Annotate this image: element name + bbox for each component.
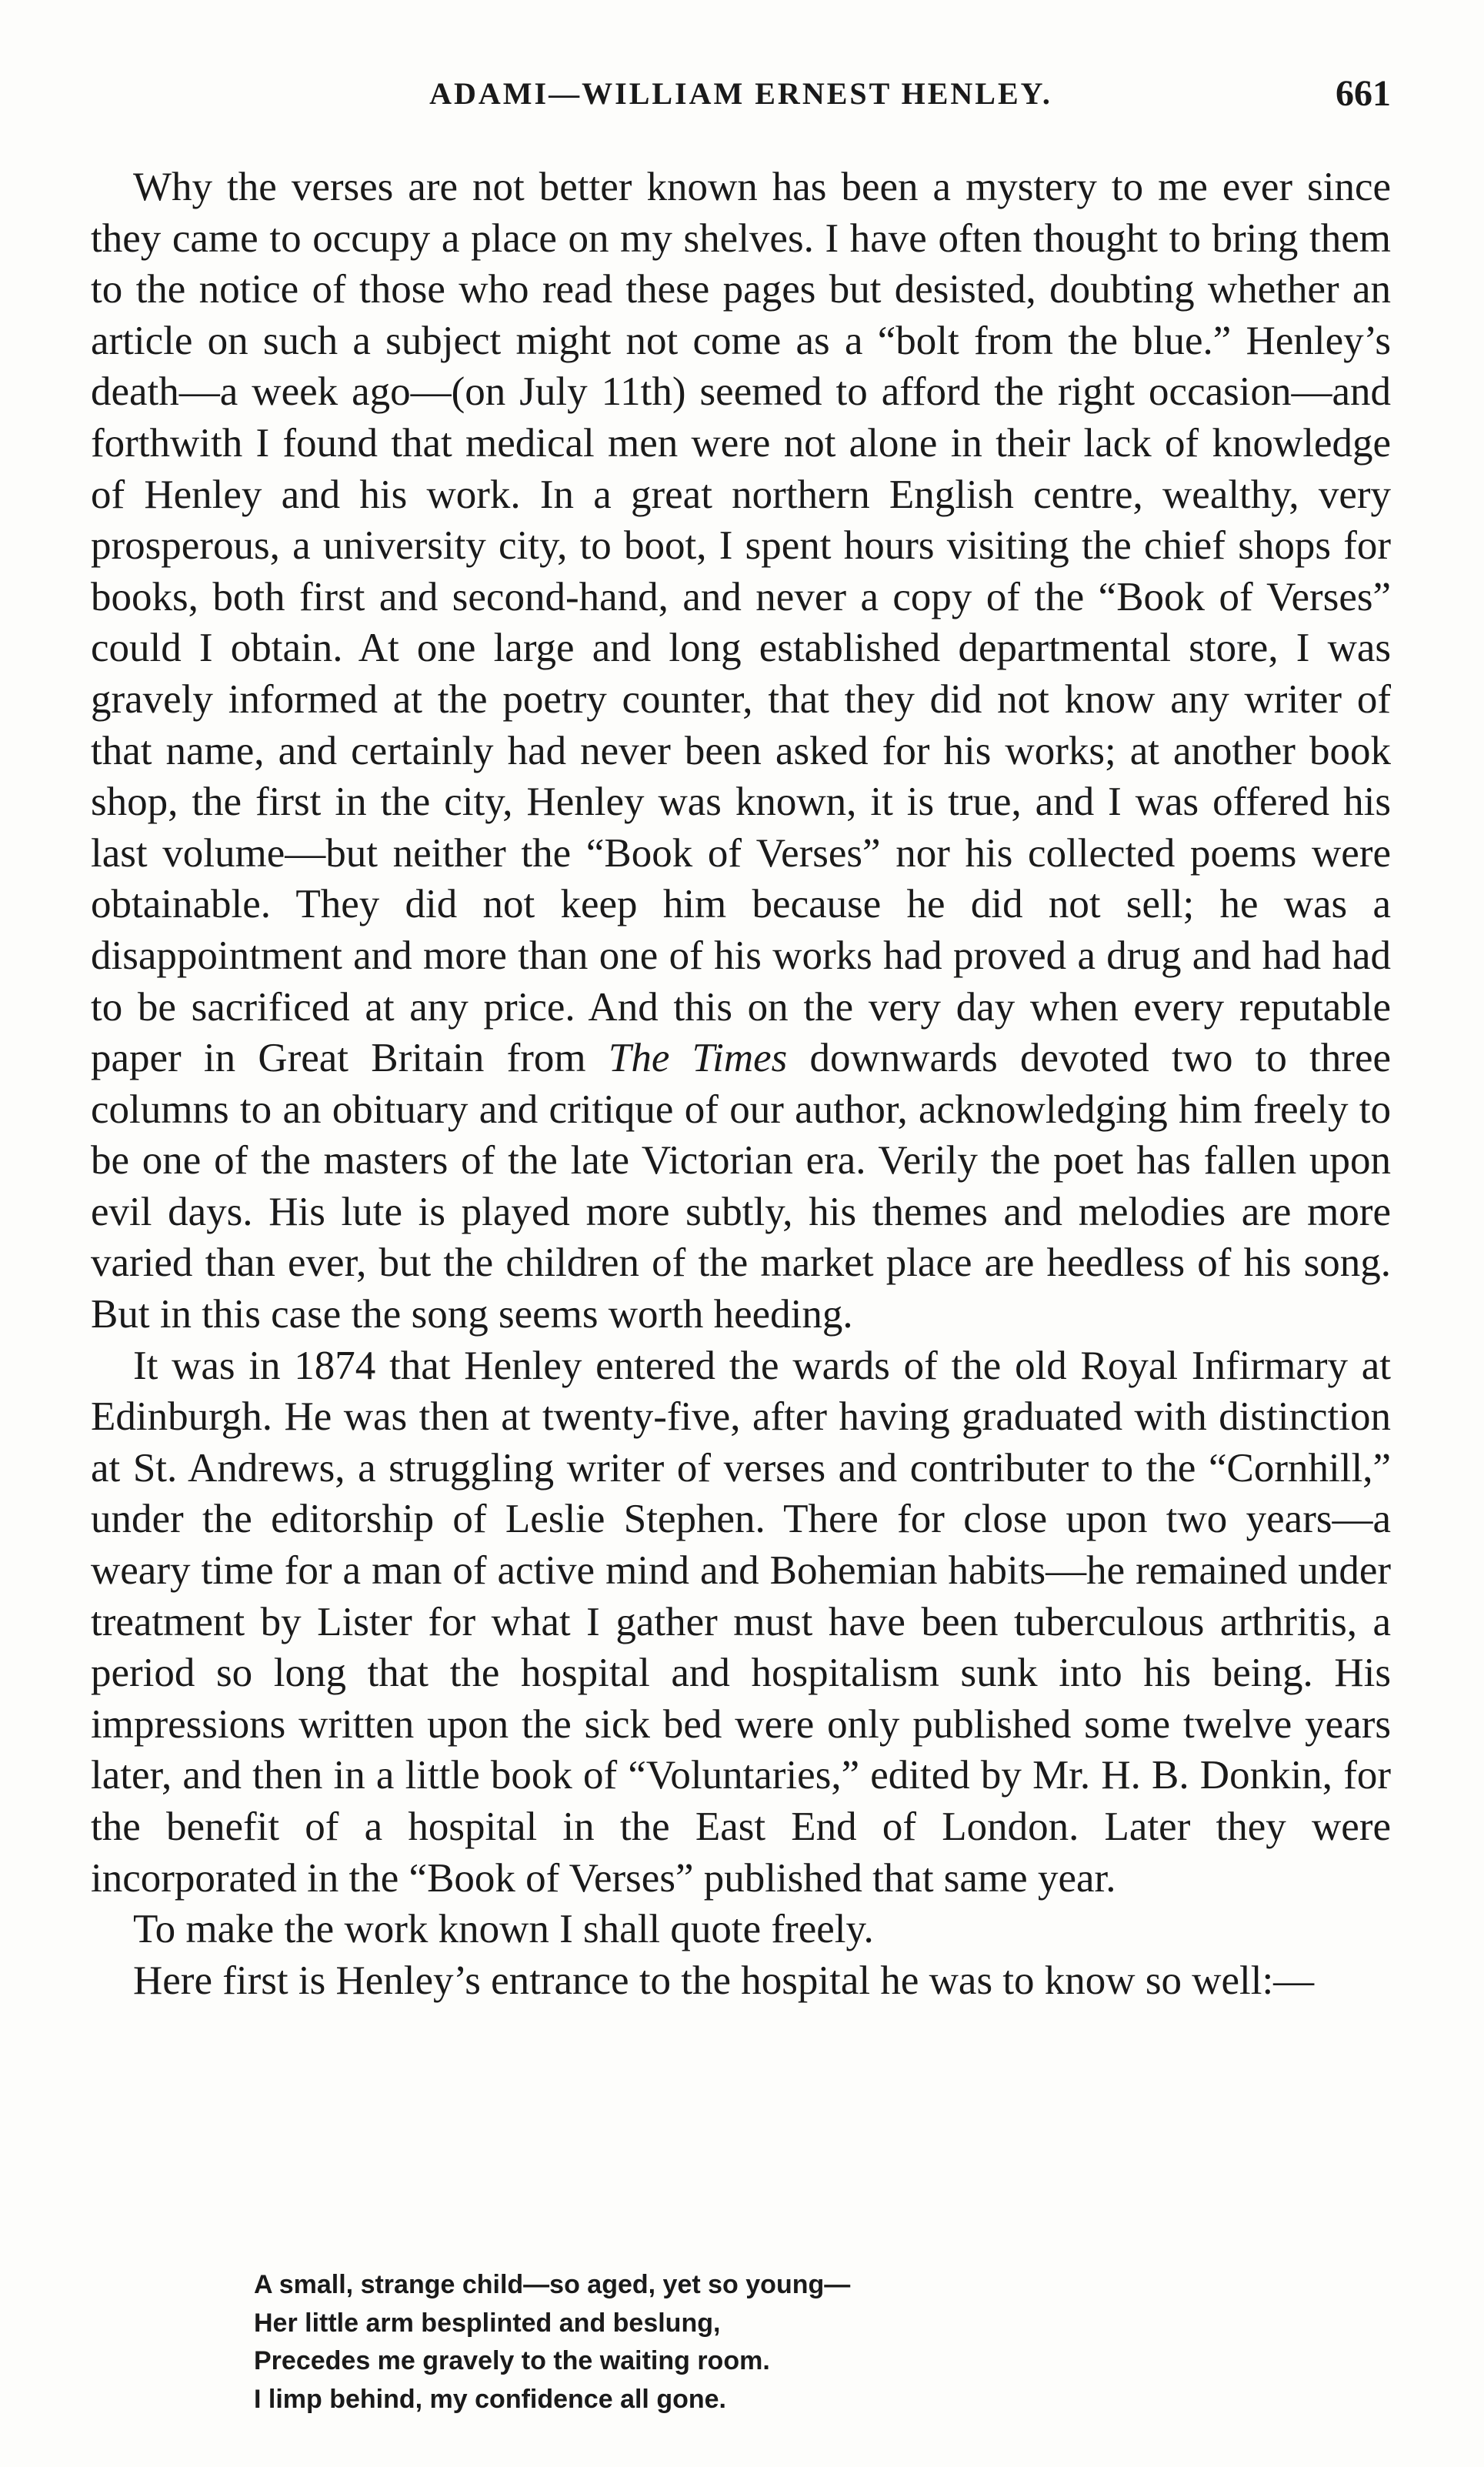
paragraph-1-text-after: downwards devoted two to three columns to an obituary and critique of our author, acknowledging him freely to be one of the masters of the late Victorian era. Verily the poet has fallen upon evil days. His lute is played more subtly, his themes and melodies are more varied than ever, but the children of the market place are heedless of his song. But in this case the song seems worth heeding. — [91, 1036, 1392, 1337]
verse-line: A small, strange child—so aged, yet so young— — [254, 2270, 851, 2299]
paragraph-2: It was in 1874 that Henley entered the wards of the old Royal Infirmary at Edinburgh. He was then at twenty-five, after having graduated with distinction at St. Andrews, a struggling writer of verses and contributer to the “Cornhill,” under the editorship of Leslie Stephen. There for close upon two years—a weary time for a man of active mind and Bohemian habits—he remained under treatment by Lister for what I gather must have been tuberculous arthritis, a period so long that the hospital and hospitalism sunk into his being. His impressions written upon the sick bed were only published some twelve years later, and then in a little book of “Voluntaries,” edited by Mr. H. B. Donkin, for the benefit of a hospital in the East End of London. Later they were incorporated in the “Book of Verses” published that same year. — [91, 1343, 1391, 1901]
verse-line: I limp behind, my confidence all gone. — [254, 2384, 726, 2414]
paragraph-3: To make the work known I shall quote freely. — [133, 1907, 874, 1952]
verse-quotation — [254, 2266, 1254, 2419]
newspaper-title: The Times — [608, 1036, 788, 1081]
running-title: ADAMI—WILLIAM ERNEST HENLEY. — [429, 76, 1052, 111]
page-number: 661 — [1336, 73, 1391, 114]
verse-line: Her little arm besplinted and beslung, — [254, 2308, 721, 2338]
article-body — [91, 162, 1391, 2006]
paragraph-4: Here first is Henley’s entrance to the hospital he was to know so well:— — [133, 1958, 1315, 2003]
running-head — [91, 75, 1391, 122]
paragraph-1 — [91, 162, 1391, 1340]
paragraph-1-text-before: Why the verses are not better known has been a mystery to me ever since they came to occupy a place on my shelves. I have often thought to bring them to the notice of those who read these pages but desisted, doubting whether an article on such a subject might not come as a “bolt from the blue.” Henley’s death—a week ago—(on July 11th) seemed to afford the right occasion—and forthwith I found that medical men were not alone in their lack of knowledge of Henley and his work. In a great northern English centre, wealthy, very prosperous, a university city, to boot, I spent hours visiting the chief shops for books, both first and second-hand, and never a copy of the “Book of Verses” could I obtain. At one large and long established departmental store, I was gravely informed at the poetry counter, that they did not know any writer of that name, and certainly had never been asked for his works; at another book shop, the first in the city, Henley was known, it is true, and I was offered his last volume—but neither the “Book of Verses” nor his collected poems were obtainable. They did not keep him because he did not sell; he was a disappointment and more than one of his works had proved a drug and had had to be sacrificed at any price. And this on the very day when every reputable paper in Great Britain from — [91, 165, 1391, 1081]
verse-line: Precedes me gravely to the waiting room. — [254, 2346, 770, 2375]
